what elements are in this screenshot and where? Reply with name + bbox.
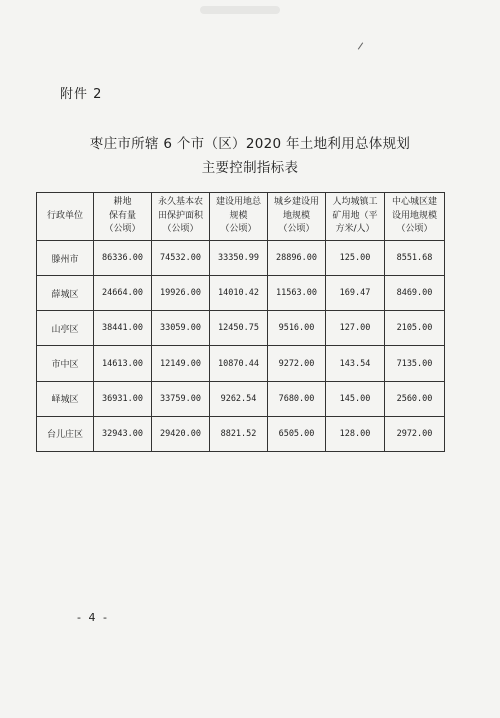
table-row — [37, 381, 445, 416]
document-title: 枣庄市所辖 6 个市（区）2020 年土地利用总体规划 — [89, 136, 411, 152]
cell-value: 14613.00 — [94, 346, 152, 381]
cell-value: 169.47 — [326, 276, 385, 311]
header-basic-farmland: 永久基本农 田保护面积 （公顷） — [152, 193, 210, 241]
cell-value: 74532.00 — [152, 241, 210, 276]
header-urban-rural-land: 城乡建设用 地规模 （公顷） — [268, 193, 326, 241]
table-row — [37, 346, 445, 381]
header-central-urban-land: 中心城区建 设用地规模 （公顷） — [385, 193, 445, 241]
attachment-label: 附件 2 — [60, 87, 103, 102]
cell-value: 36931.00 — [94, 381, 152, 416]
cell-value: 127.00 — [326, 311, 385, 346]
table-row — [37, 416, 445, 451]
cell-value: 9262.54 — [210, 381, 268, 416]
document-subtitle: 主要控制指标表 — [201, 160, 299, 176]
cell-value: 33350.99 — [210, 241, 268, 276]
cell-value: 8469.00 — [385, 276, 445, 311]
cell-value: 2560.00 — [385, 381, 445, 416]
cell-value: 125.00 — [326, 241, 385, 276]
cell-unit: 山亭区 — [37, 311, 94, 346]
header-cultivated-land: 耕地 保有量 （公顷） — [94, 193, 152, 241]
header-admin-unit: 行政单位 — [37, 193, 94, 241]
cell-value: 29420.00 — [152, 416, 210, 451]
cell-value: 33059.00 — [152, 311, 210, 346]
cell-value: 11563.00 — [268, 276, 326, 311]
page-number: - 4 - — [77, 611, 109, 624]
cell-value: 7135.00 — [385, 346, 445, 381]
table-row — [37, 311, 445, 346]
cell-value: 28896.00 — [268, 241, 326, 276]
cell-value: 38441.00 — [94, 311, 152, 346]
header-per-capita-land: 人均城镇工 矿用地（平 方米/人） — [326, 193, 385, 241]
cell-value: 9272.00 — [268, 346, 326, 381]
cell-value: 86336.00 — [94, 241, 152, 276]
cell-value: 128.00 — [326, 416, 385, 451]
table-header-row — [37, 193, 445, 241]
cell-value: 10870.44 — [210, 346, 268, 381]
cell-value: 2972.00 — [385, 416, 445, 451]
cell-unit: 薛城区 — [37, 276, 94, 311]
cell-value: 33759.00 — [152, 381, 210, 416]
cell-value: 145.00 — [326, 381, 385, 416]
cell-value: 7680.00 — [268, 381, 326, 416]
cell-value: 24664.00 — [94, 276, 152, 311]
cell-value: 19926.00 — [152, 276, 210, 311]
indicator-table — [36, 192, 445, 452]
pen-mark — [358, 42, 363, 49]
header-construction-land: 建设用地总 规模 （公顷） — [210, 193, 268, 241]
cell-unit: 市中区 — [37, 346, 94, 381]
cell-unit: 台儿庄区 — [37, 416, 94, 451]
cell-value: 12450.75 — [210, 311, 268, 346]
scan-smudge — [200, 6, 280, 14]
table-row — [37, 241, 445, 276]
cell-value: 8551.68 — [385, 241, 445, 276]
cell-value: 32943.00 — [94, 416, 152, 451]
cell-value: 9516.00 — [268, 311, 326, 346]
cell-value: 12149.00 — [152, 346, 210, 381]
cell-unit: 滕州市 — [37, 241, 94, 276]
cell-unit: 峄城区 — [37, 381, 94, 416]
table-row — [37, 276, 445, 311]
cell-value: 8821.52 — [210, 416, 268, 451]
cell-value: 14010.42 — [210, 276, 268, 311]
cell-value: 2105.00 — [385, 311, 445, 346]
cell-value: 143.54 — [326, 346, 385, 381]
cell-value: 6505.00 — [268, 416, 326, 451]
